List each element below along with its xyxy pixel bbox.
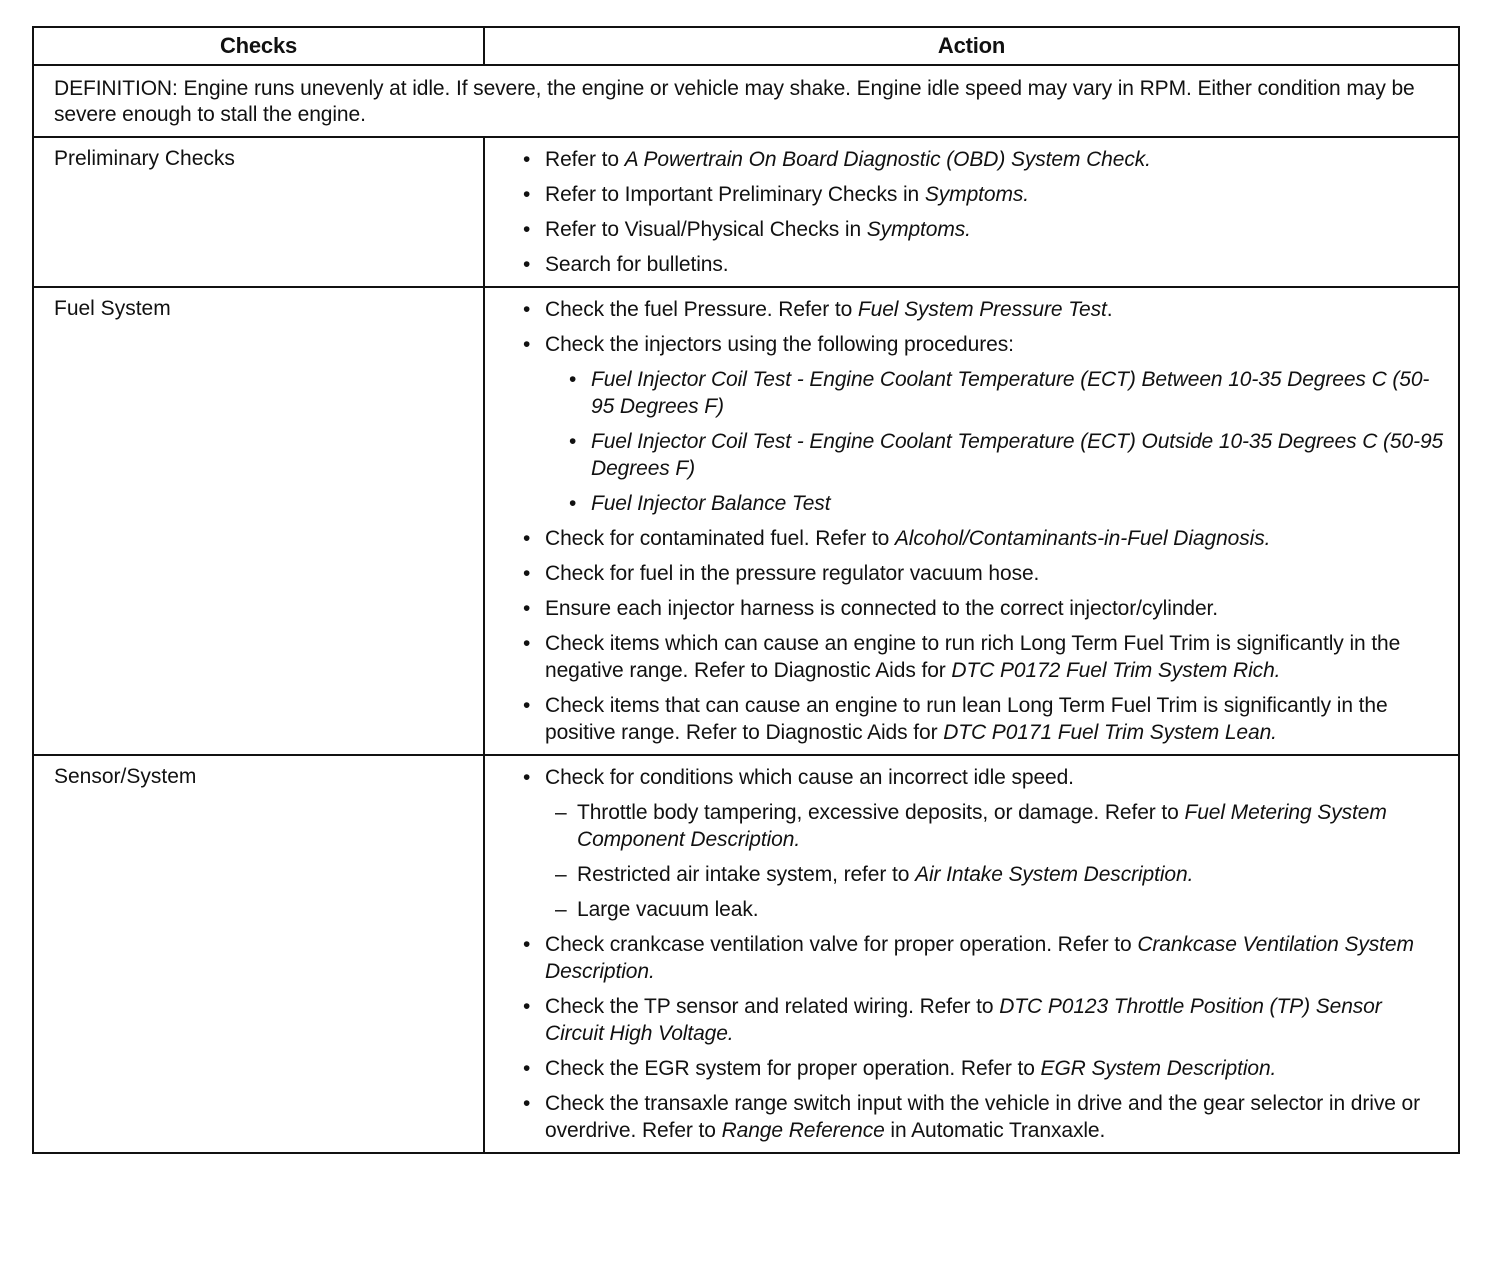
reference-text: Range Reference: [721, 1119, 885, 1142]
list-item: [485, 630, 1444, 684]
reference-text: DTC P0171 Fuel Trim System Lean.: [943, 721, 1277, 744]
reference-text: Fuel Metering System Component Description.: [577, 801, 1387, 851]
check-category: Sensor/System: [33, 755, 484, 1153]
list-item: [485, 146, 1444, 173]
list-item: [485, 764, 1444, 791]
header-row: [33, 27, 1459, 65]
sub-list-item: [485, 366, 1444, 420]
item-text: Check the transaxle range switch input with the vehicle in drive and the gear selector in drive or overdrive. Refer to: [545, 1092, 1421, 1142]
bullet-icon: •: [569, 430, 577, 453]
list-item: [485, 331, 1444, 358]
dash-marker-icon: –: [555, 801, 567, 824]
table-row: [33, 287, 1459, 755]
item-text: Check the TP sensor and related wiring. Refer to: [545, 995, 1000, 1018]
definition-row: [33, 65, 1459, 137]
item-text: Check for conditions which cause an incorrect idle speed.: [545, 766, 1074, 789]
dash-marker-icon: –: [555, 898, 567, 921]
item-text: Check for fuel in the pressure regulator vacuum hose.: [545, 562, 1040, 585]
bullet-icon: •: [569, 368, 577, 391]
reference-text: DTC P0123 Throttle Position (TP) Sensor Circuit High Voltage.: [545, 995, 1382, 1045]
item-text: Ensure each injector harness is connected to the correct injector/cylinder.: [545, 597, 1219, 620]
item-text: Refer to Visual/Physical Checks in: [545, 218, 867, 241]
list-item: [485, 993, 1444, 1047]
dash-list-item: [485, 799, 1444, 853]
item-text: Check the EGR system for proper operation. Refer to: [545, 1057, 1041, 1080]
reference-text: Air Intake System Description.: [915, 863, 1194, 886]
reference-text: A Powertrain On Board Diagnostic (OBD) System Check.: [624, 148, 1151, 171]
reference-text: Fuel Injector Balance Test: [591, 492, 831, 515]
item-text: .: [1106, 298, 1113, 321]
bullet-icon: •: [523, 562, 531, 585]
bullet-icon: •: [569, 492, 577, 515]
list-item: [485, 1090, 1444, 1144]
reference-text: DTC P0172 Fuel Trim System Rich.: [951, 659, 1281, 682]
reference-text: Symptoms.: [924, 183, 1029, 206]
dash-list-item: [485, 896, 1444, 923]
diagnostic-table: [32, 26, 1460, 1154]
item-text: Throttle body tampering, excessive deposits, or damage. Refer to: [577, 801, 1185, 824]
item-text: Check the fuel Pressure. Refer to: [545, 298, 858, 321]
list-item: [485, 595, 1444, 622]
list-item: [485, 931, 1444, 985]
bullet-icon: •: [523, 597, 531, 620]
bullet-icon: •: [523, 183, 531, 206]
reference-text: Crankcase Ventilation System Description.: [545, 933, 1414, 983]
action-list: [485, 296, 1444, 746]
item-text: Check the injectors using the following procedures:: [545, 333, 1014, 356]
item-text: Refer to Important Preliminary Checks in: [545, 183, 925, 206]
sub-list-item: [485, 490, 1444, 517]
list-item: [485, 251, 1444, 278]
action-list: [485, 146, 1444, 278]
item-text: Refer to: [545, 148, 625, 171]
item-text: Large vacuum leak.: [577, 898, 759, 921]
bullet-icon: •: [523, 218, 531, 241]
item-text: Check items which can cause an engine to run rich Long Term Fuel Trim is significantly in the negative range. Refer to Diagnostic Aids for: [545, 632, 1401, 682]
definition-text: DEFINITION: Engine runs unevenly at idle. If severe, the engine or vehicle may shake. Engine idle speed may vary in RPM. Either condition may be severe enough to stall the engine.: [33, 65, 1459, 137]
item-text: in Automatic Tranxaxle.: [884, 1119, 1106, 1142]
bullet-icon: •: [523, 632, 531, 655]
reference-text: Alcohol/Contaminants-in-Fuel Diagnosis.: [894, 527, 1271, 550]
table-row: [33, 755, 1459, 1153]
bullet-icon: •: [523, 766, 531, 789]
reference-text: Fuel Injector Coil Test - Engine Coolant Temperature (ECT) Outside 10-35 Degrees C (50-95 Degrees F): [591, 430, 1444, 480]
bullet-icon: •: [523, 253, 531, 276]
action-cell: [484, 755, 1459, 1153]
bullet-icon: •: [523, 933, 531, 956]
item-text: Search for bulletins.: [545, 253, 729, 276]
item-text: Check crankcase ventilation valve for proper operation. Refer to: [545, 933, 1138, 956]
bullet-icon: •: [523, 694, 531, 717]
item-text: Check for contaminated fuel. Refer to: [545, 527, 895, 550]
check-category: Preliminary Checks: [33, 137, 484, 287]
reference-text: Symptoms.: [866, 218, 971, 241]
bullet-icon: •: [523, 527, 531, 550]
reference-text: EGR System Description.: [1040, 1057, 1277, 1080]
sub-list-item: [485, 428, 1444, 482]
list-item: [485, 560, 1444, 587]
bullet-icon: •: [523, 148, 531, 171]
action-cell: [484, 137, 1459, 287]
dash-marker-icon: –: [555, 863, 567, 886]
list-item: [485, 296, 1444, 323]
action-list: [485, 764, 1444, 1144]
bullet-icon: •: [523, 298, 531, 321]
table-row: [33, 137, 1459, 287]
header-action: Action: [484, 27, 1459, 65]
list-item: [485, 181, 1444, 208]
list-item: [485, 692, 1444, 746]
list-item: [485, 525, 1444, 552]
list-item: [485, 216, 1444, 243]
action-cell: [484, 287, 1459, 755]
header-checks: Checks: [33, 27, 484, 65]
dash-list-item: [485, 861, 1444, 888]
reference-text: Fuel Injector Coil Test - Engine Coolant Temperature (ECT) Between 10-35 Degrees C (50-95 Degrees F): [591, 368, 1430, 418]
bullet-icon: •: [523, 1092, 531, 1115]
list-item: [485, 1055, 1444, 1082]
check-category: Fuel System: [33, 287, 484, 755]
bullet-icon: •: [523, 333, 531, 356]
item-text: Restricted air intake system, refer to: [577, 863, 916, 886]
bullet-icon: •: [523, 995, 531, 1018]
reference-text: Fuel System Pressure Test: [857, 298, 1107, 321]
bullet-icon: •: [523, 1057, 531, 1080]
item-text: Check items that can cause an engine to run lean Long Term Fuel Trim is significantly in the positive range. Refer to Diagnostic Aids for: [545, 694, 1388, 744]
